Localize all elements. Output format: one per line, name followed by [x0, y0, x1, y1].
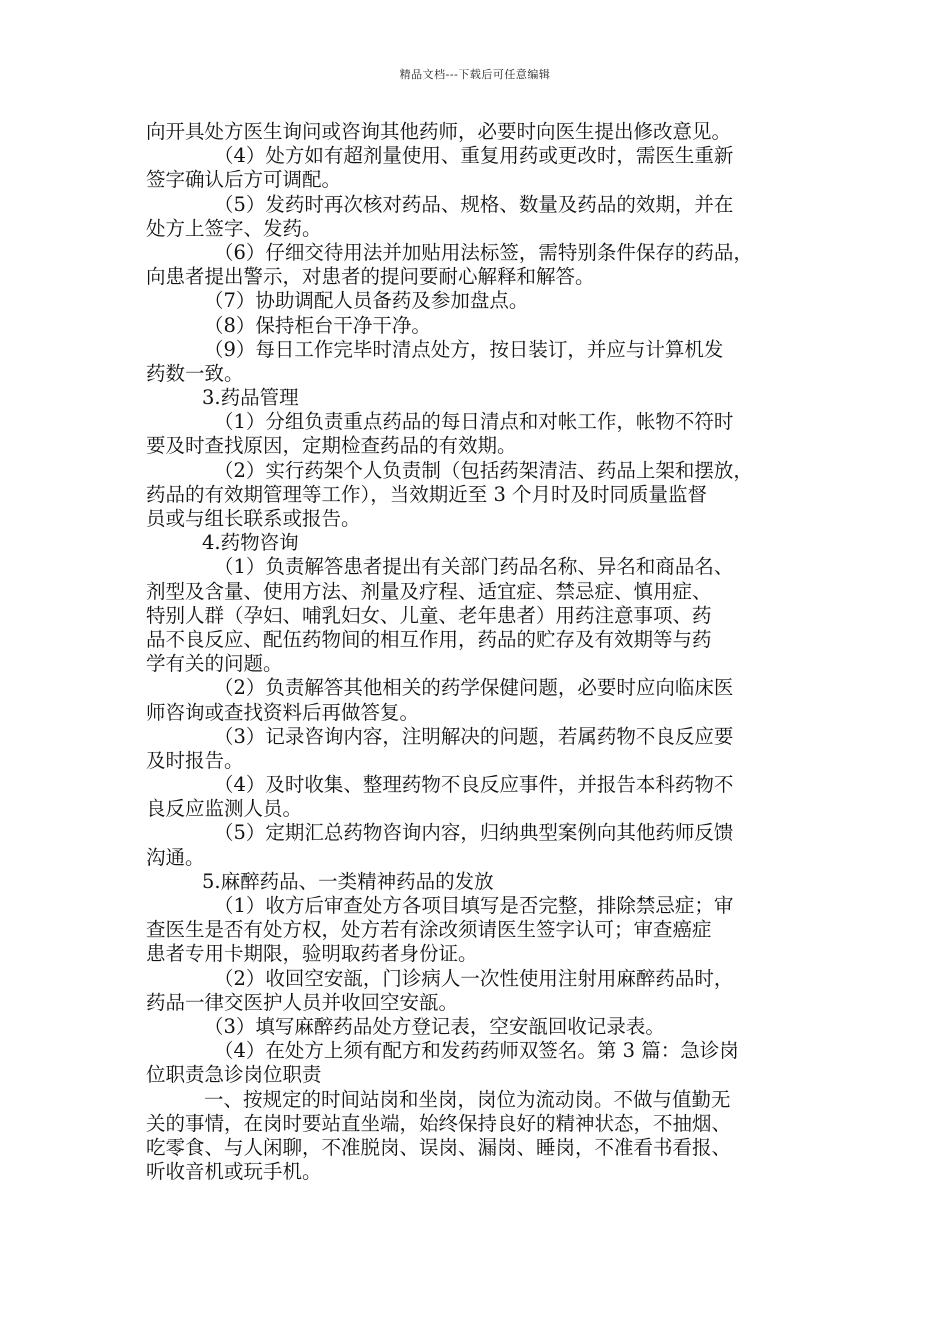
text-line: 向患者提出警示，对患者的提问要耐心解释和解答。: [146, 265, 595, 289]
text-line: 及时报告。: [146, 748, 244, 772]
text-line: 5.麻醉药品、一类精神药品的发放: [202, 869, 494, 893]
text-line: 药品一律交医护人员并收回空安瓿。: [146, 990, 459, 1014]
text-line: 师咨询或查找资料后再做答复。: [146, 700, 420, 724]
text-line: （2）负责解答其他相关的药学保健问题，必要时应向临床医: [214, 676, 734, 700]
text-line: 药数一致。: [146, 361, 244, 385]
text-line: （1）负责解答患者提出有关部门药品名称、异名和商品名、: [214, 555, 734, 579]
text-line: 员或与组长联系或报告。: [146, 507, 361, 530]
text-line: （1）收方后审查处方各项目填写是否完整，排除禁忌症；审: [214, 894, 734, 917]
text-line: 剂型及含量、使用方法、剂量及疗程、适宜症、禁忌症、慎用症、: [146, 579, 712, 603]
text-line: （3）填写麻醉药品处方登记表，空安瓿回收记录表。: [204, 1014, 665, 1038]
text-line: 要及时查找原因，定期检查药品的有效期。: [146, 434, 517, 458]
text-line: 查医生是否有处方权，处方若有涂改须请医生签字认可；审查癌症: [146, 918, 712, 942]
text-line: 学有关的问题。: [146, 652, 283, 676]
text-line: 品不良反应、配伍药物间的相互作用，药品的贮存及有效期等与药: [146, 627, 712, 651]
text-line: 位职责急诊岗位职责: [146, 1063, 322, 1087]
text-line: （5）发药时再次核对药品、规格、数量及药品的效期，并在: [214, 192, 734, 216]
text-line: 处方上签字、发药。: [146, 216, 322, 240]
text-line: （6）仔细交待用法并加贴用法标签，需特别条件保存的药品，: [214, 240, 753, 264]
text-line: 向开具处方医生询问或咨询其他药师，必要时向医生提出修改意见。: [146, 120, 732, 143]
text-line: 听收音机或玩手机。: [146, 1160, 322, 1184]
text-line: （4）及时收集、整理药物不良反应事件，并报告本科药物不: [214, 773, 734, 797]
text-line: （4）在处方上须有配方和发药药师双签名。第 3 篇：急诊岗: [214, 1039, 739, 1063]
text-line: （2）实行药架个人负责制（包括药架清洁、药品上架和摆放，: [214, 458, 753, 482]
text-line: 良反应监测人员。: [146, 797, 303, 821]
text-line: 关的事情，在岗时要站直坐端，始终保持良好的精神状态，不抽烟、: [146, 1111, 732, 1135]
text-line: 签字确认后方可调配。: [146, 168, 342, 192]
text-line: （8）保持柜台干净干净。: [204, 313, 431, 337]
text-line: （2）收回空安瓿，门诊病人一次性使用注射用麻醉药品时，: [214, 966, 734, 990]
text-line: 患者专用卡期限，验明取药者身份证。: [146, 942, 478, 966]
text-line: （4）处方如有超剂量使用、重复用药或更改时，需医生重新: [214, 144, 734, 168]
text-line: （7）协助调配人员备药及参加盘点。: [204, 289, 529, 313]
text-line: 3.药品管理: [202, 386, 299, 410]
text-line: （1）分组负责重点药品的每日清点和对帐工作，帐物不符时: [214, 410, 734, 434]
text-line: 沟通。: [146, 845, 205, 869]
text-line: 药品的有效期管理等工作），当效期近至 3 个月时及时同质量监督: [146, 482, 708, 506]
document-body: [146, 120, 814, 1184]
text-line: 一、按规定的时间站岗和坐岗，岗位为流动岗。不做与值勤无: [204, 1087, 731, 1111]
text-line: 4.药物咨询: [202, 531, 299, 555]
page-header: 精品文档---下载后可任意编辑: [399, 68, 551, 81]
text-line: （5）定期汇总药物咨询内容，归纳典型案例向其他药师反馈: [214, 821, 734, 845]
text-line: 吃零食、与人闲聊，不准脱岗、误岗、漏岗、睡岗，不准看书看报、: [146, 1135, 732, 1159]
text-line: 特别人群（孕妇、哺乳妇女、儿童、老年患者）用药注意事项、药: [146, 603, 712, 627]
text-line: （9）每日工作完毕时清点处方，按日装订，并应与计算机发: [204, 337, 724, 361]
text-line: （3）记录咨询内容，注明解决的问题，若属药物不良反应要: [214, 724, 734, 748]
